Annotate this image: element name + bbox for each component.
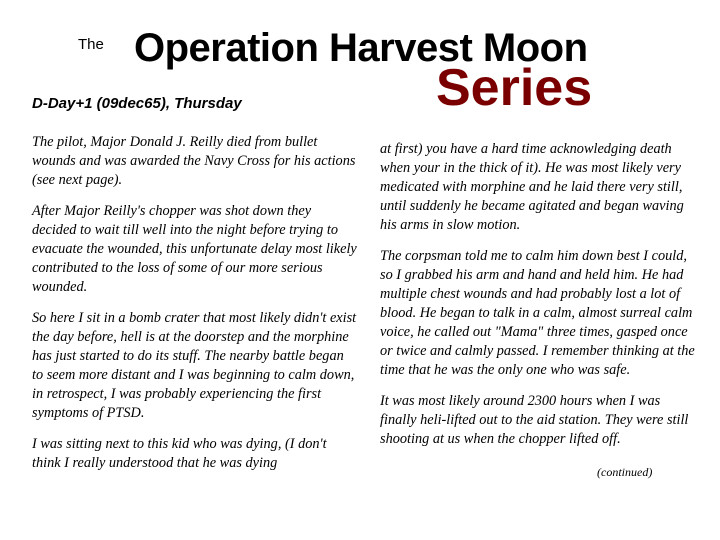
right-column [380, 140, 700, 461]
paragraph: So here I sit in a bomb crater that most likely didn't exist the day before, hell is at the doorstep and the morphine has just started to do its stuff. The nearby battle began to seem more distant and I was beginning to calm down, in retrospect, I was probably experiencing the first symptoms of PTSD. [32, 310, 357, 421]
paragraph: I was sitting next to this kid who was dying, (I don't think I really understood that he was dying [32, 436, 327, 471]
page-title: Operation Harvest Moon [134, 26, 588, 70]
paragraph: at first) you have a hard time acknowledging death when your in the thick of it). He was most likely very medicated with morphine and he laid there very still, until suddenly he became agitated and began waving his arms in slow motion. [380, 141, 684, 233]
left-column [32, 133, 358, 485]
paragraph: It was most likely around 2300 hours when I was finally heli-lifted out to the aid station. They were still shooting at us when the chopper lifted off. [380, 393, 689, 447]
continued-note: (continued) [597, 465, 653, 479]
date-subtitle: D-Day+1 (09dec65), Thursday [32, 95, 242, 112]
title-prefix: The [78, 36, 104, 53]
paragraph: After Major Reilly's chopper was shot down they decided to wait till well into the night before trying to evacuate the wounded, this unfortunate delay most likely contributed to the loss of some of our more serious wounded. [32, 203, 357, 295]
paragraph: The pilot, Major Donald J. Reilly died from bullet wounds and was awarded the Navy Cross for his actions (see next page). [32, 134, 356, 188]
paragraph: The corpsman told me to calm him down best I could, so I grabbed his arm and hand and held him. He had multiple chest wounds and had probably lost a lot of blood. He began to talk in a calm, almost surreal calm voice, he called out "Mama" three times, gasped once or twice and calmly passed. I remember thinking at the time that he was the only one who was safe. [380, 248, 695, 378]
series-label: Series [436, 59, 593, 117]
